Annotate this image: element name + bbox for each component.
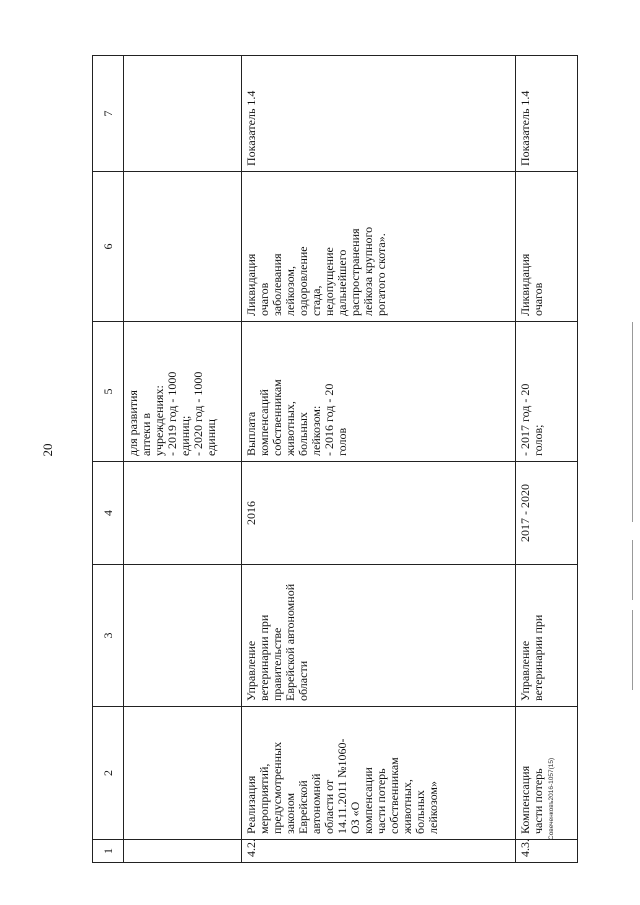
page-number: 20 <box>40 443 55 457</box>
table-cell <box>124 707 242 840</box>
table-cell <box>124 172 242 322</box>
row-number: 4.3. <box>516 840 578 863</box>
effect-cell: Ликвидация очагов <box>516 172 578 322</box>
measure-name-cell: Компенсация части потерь <box>516 707 578 840</box>
measure-name-cell: Реализация мероприятий, предусмотренных законом Еврейской автономной области от 14.11.2011 №1060- ОЗ «О компенсации части потерь собственникам животных, больных лейкозом» <box>242 707 516 840</box>
footer-stamp: Cовеченковъ2016-1057(15) <box>548 757 555 840</box>
effect-cell: Ликвидация очагов заболевания лейкозом, оздоровление стада, недопущение дальнейшего распространения лейкоза крупного рогатого скота». <box>242 172 516 322</box>
header-cell: 3 <box>93 565 124 707</box>
header-cell: 5 <box>93 322 124 462</box>
result-cell: - 2017 год - 20 голов; <box>516 322 578 462</box>
scan-edge-line <box>632 610 633 690</box>
result-cell: Выплата компенсаций собственникам животных, больных лейкозом: - 2016 год - 20 голов <box>242 322 516 462</box>
table-cell <box>124 56 242 172</box>
table-row <box>124 56 242 863</box>
header-cell: 2 <box>93 707 124 840</box>
header-cell: 6 <box>93 172 124 322</box>
table-cell <box>124 565 242 707</box>
period-cell: 2017 - 2020 <box>516 462 578 565</box>
header-row <box>93 56 124 863</box>
indicator-cell: Показатель 1.4 <box>516 56 578 172</box>
header-cell: 1 <box>93 840 124 863</box>
executor-cell: Управление ветеринарии при <box>516 565 578 707</box>
indicator-cell: Показатель 1.4 <box>242 56 516 172</box>
period-cell: 2016 <box>242 462 516 565</box>
scan-edge-line <box>632 322 633 522</box>
scan-edge-line <box>632 540 633 600</box>
header-cell: 7 <box>93 56 124 172</box>
table-cell <box>124 840 242 863</box>
header-cell: 4 <box>93 462 124 565</box>
executor-cell: Управление ветеринарии при правительстве Еврейской автономной области <box>242 565 516 707</box>
rotated-table-container <box>92 56 578 863</box>
table-cell: для развития аптеки в учреждениях: - 2019 год - 1000 единиц; - 2020 год - 1000 единиц <box>124 322 242 462</box>
row-number: 4.2. <box>242 840 516 863</box>
table-row <box>242 56 516 863</box>
program-table <box>92 55 578 863</box>
table-cell <box>124 462 242 565</box>
table-row <box>516 56 578 863</box>
